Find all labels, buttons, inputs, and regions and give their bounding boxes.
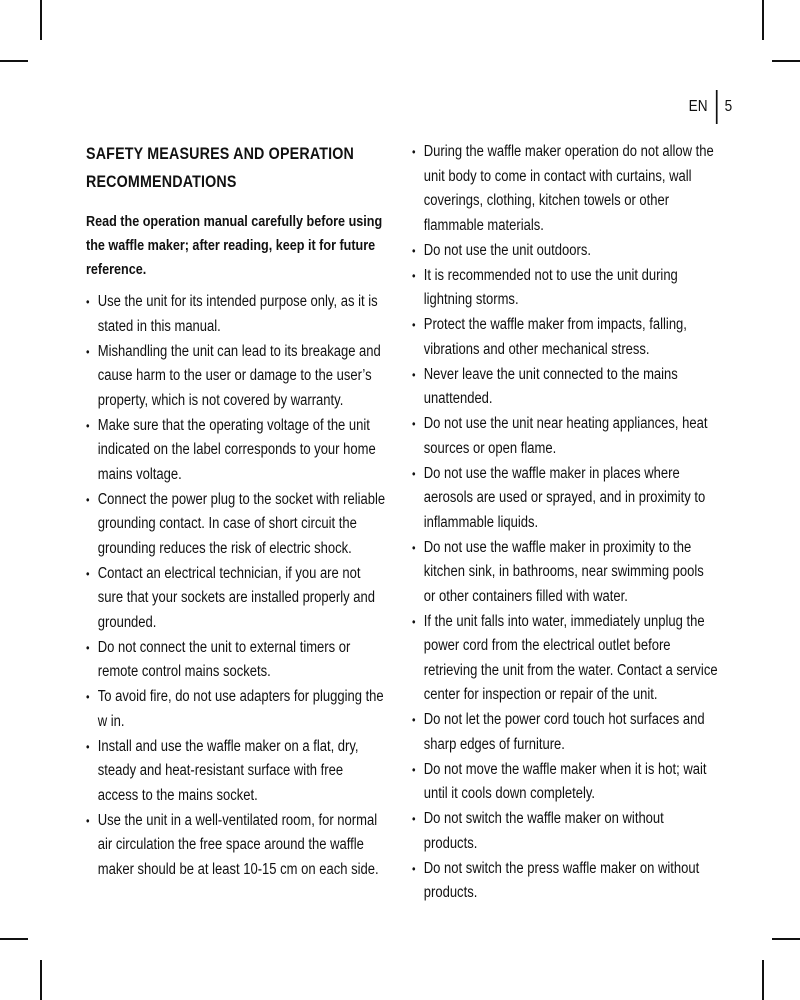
list-item-text: Do not use the waffle maker in proximity to the kitchen sink, in bathrooms, near swimming pools or other containers filled with water. xyxy=(423,538,704,605)
list-item-text: Do not use the waffle maker in places where aerosols are used or sprayed, and in proximity to inflammable liquids. xyxy=(423,464,706,531)
left-bullet-list xyxy=(86,290,386,882)
right-bullet-list xyxy=(412,140,718,906)
list-item-text: Do not switch the press waffle maker on without products. xyxy=(423,859,700,901)
list-item-text: Make sure that the operating voltage of the unit indicated on the label corresponds to your home mains voltage. xyxy=(97,416,376,483)
list-item-text: Never leave the unit connected to the mains unattended. xyxy=(423,365,678,407)
crop-mark-top-right xyxy=(762,0,764,40)
bullet-icon: • xyxy=(412,417,416,431)
bullet-icon: • xyxy=(86,739,90,754)
list-item-text: Use the unit for its intended purpose only, as it is stated in this manual. xyxy=(97,293,378,335)
list-item-text: Do not switch the waffle maker on without products. xyxy=(423,810,664,852)
bullet-icon: • xyxy=(412,861,416,876)
list-item-text: Do not let the power cord touch hot surfaces and sharp edges of furniture. xyxy=(423,711,705,753)
bullet-icon: • xyxy=(86,344,90,359)
list-item-text: Install and use the waffle maker on a flat, dry, steady and heat-resistant surface with free access to the mains socket. xyxy=(97,737,359,804)
bullet-icon: • xyxy=(412,713,416,727)
list-item-text: Mishandling the unit can lead to its breakage and cause harm to the user or damage to the user’s property, which is not covered by warranty. xyxy=(97,342,381,409)
bullet-icon: • xyxy=(412,268,416,283)
crop-mark-bottom-left xyxy=(40,960,42,1000)
bullet-icon: • xyxy=(412,614,416,629)
bullet-icon: • xyxy=(412,367,416,382)
list-item xyxy=(412,412,718,461)
bullet-icon: • xyxy=(412,466,416,481)
list-item xyxy=(86,340,386,414)
crop-mark-top-right-h xyxy=(772,60,800,62)
list-item xyxy=(412,708,718,757)
list-item xyxy=(412,363,718,412)
list-item xyxy=(412,264,718,313)
list-item-text: It is recommended not to use the unit during lightning storms. xyxy=(423,266,678,308)
list-item-text: During the waffle maker operation do not allow the unit body to come in contact with curtains, wall coverings, clothing, kitchen towels or other flammable materials. xyxy=(423,143,714,234)
page-number: 5 xyxy=(724,98,732,115)
list-item xyxy=(86,290,386,339)
list-item xyxy=(86,414,386,488)
bullet-icon: • xyxy=(412,540,416,555)
list-item-text: Connect the power plug to the socket with reliable grounding contact. In case of short circuit the grounding reduces the risk of electric shock. xyxy=(97,490,386,557)
header-divider xyxy=(716,90,718,124)
section-title: SAFETY MEASURES AND OPERATION RECOMMENDATIONS xyxy=(86,144,355,191)
bullet-icon: • xyxy=(86,295,90,309)
crop-mark-bottom-right xyxy=(762,960,764,1000)
list-item xyxy=(412,239,718,264)
bullet-icon: • xyxy=(412,243,416,258)
list-item xyxy=(86,488,386,562)
crop-mark-top-left xyxy=(40,0,42,40)
bullet-icon: • xyxy=(86,813,90,828)
intro-paragraph: Read the operation manual carefully before using the waffle maker; after reading, keep it for future reference. xyxy=(86,213,383,278)
bullet-icon: • xyxy=(86,492,90,507)
left-column xyxy=(86,140,386,883)
bullet-icon: • xyxy=(86,640,90,655)
bullet-icon: • xyxy=(412,318,416,332)
bullet-icon: • xyxy=(412,145,416,159)
list-item xyxy=(86,735,386,809)
bullet-icon: • xyxy=(412,812,416,826)
language-code: EN xyxy=(688,98,708,115)
bullet-icon: • xyxy=(86,418,90,433)
list-item-text: Do not move the waffle maker when it is hot; wait until it cools down completely. xyxy=(423,760,707,802)
list-item xyxy=(86,809,386,883)
bullet-icon: • xyxy=(86,566,90,581)
list-item xyxy=(86,562,386,636)
list-item xyxy=(86,636,386,685)
list-item xyxy=(412,857,718,906)
list-item-text: Use the unit in a well-ventilated room, for normal air circulation the free space around the waffle maker should be at least 10-15 cm on each side. xyxy=(97,811,379,878)
list-item xyxy=(412,462,718,536)
list-item xyxy=(412,758,718,807)
list-item-text: To avoid fire, do not use adapters for plugging the w in. xyxy=(97,688,384,730)
list-item xyxy=(412,536,718,610)
right-column xyxy=(412,140,718,906)
crop-mark-bottom-left-h xyxy=(0,938,28,940)
list-item-text: Contact an electrical technician, if you are not sure that your sockets are installed properly and grounded. xyxy=(97,564,375,631)
list-item-text: If the unit falls into water, immediately unplug the power cord from the electrical outlet before retrieving the unit from the water. Contact a service center for inspection or repair of the unit. xyxy=(423,612,718,703)
crop-mark-top-left-h xyxy=(0,60,28,62)
list-item xyxy=(412,610,718,708)
list-item-text: Do not use the unit near heating appliances, heat sources or open flame. xyxy=(423,415,708,457)
bullet-icon: • xyxy=(86,690,90,704)
bullet-icon: • xyxy=(412,762,416,777)
page-header xyxy=(689,90,732,124)
list-item xyxy=(412,313,718,362)
list-item-text: Do not use the unit outdoors. xyxy=(423,241,591,259)
list-item-text: Protect the waffle maker from impacts, falling, vibrations and other mechanical stress. xyxy=(423,316,687,358)
crop-mark-bottom-right-h xyxy=(772,938,800,940)
list-item xyxy=(86,685,386,734)
list-item xyxy=(412,140,718,238)
list-item-text: Do not connect the unit to external timers or remote control mains sockets. xyxy=(97,638,351,680)
list-item xyxy=(412,807,718,856)
